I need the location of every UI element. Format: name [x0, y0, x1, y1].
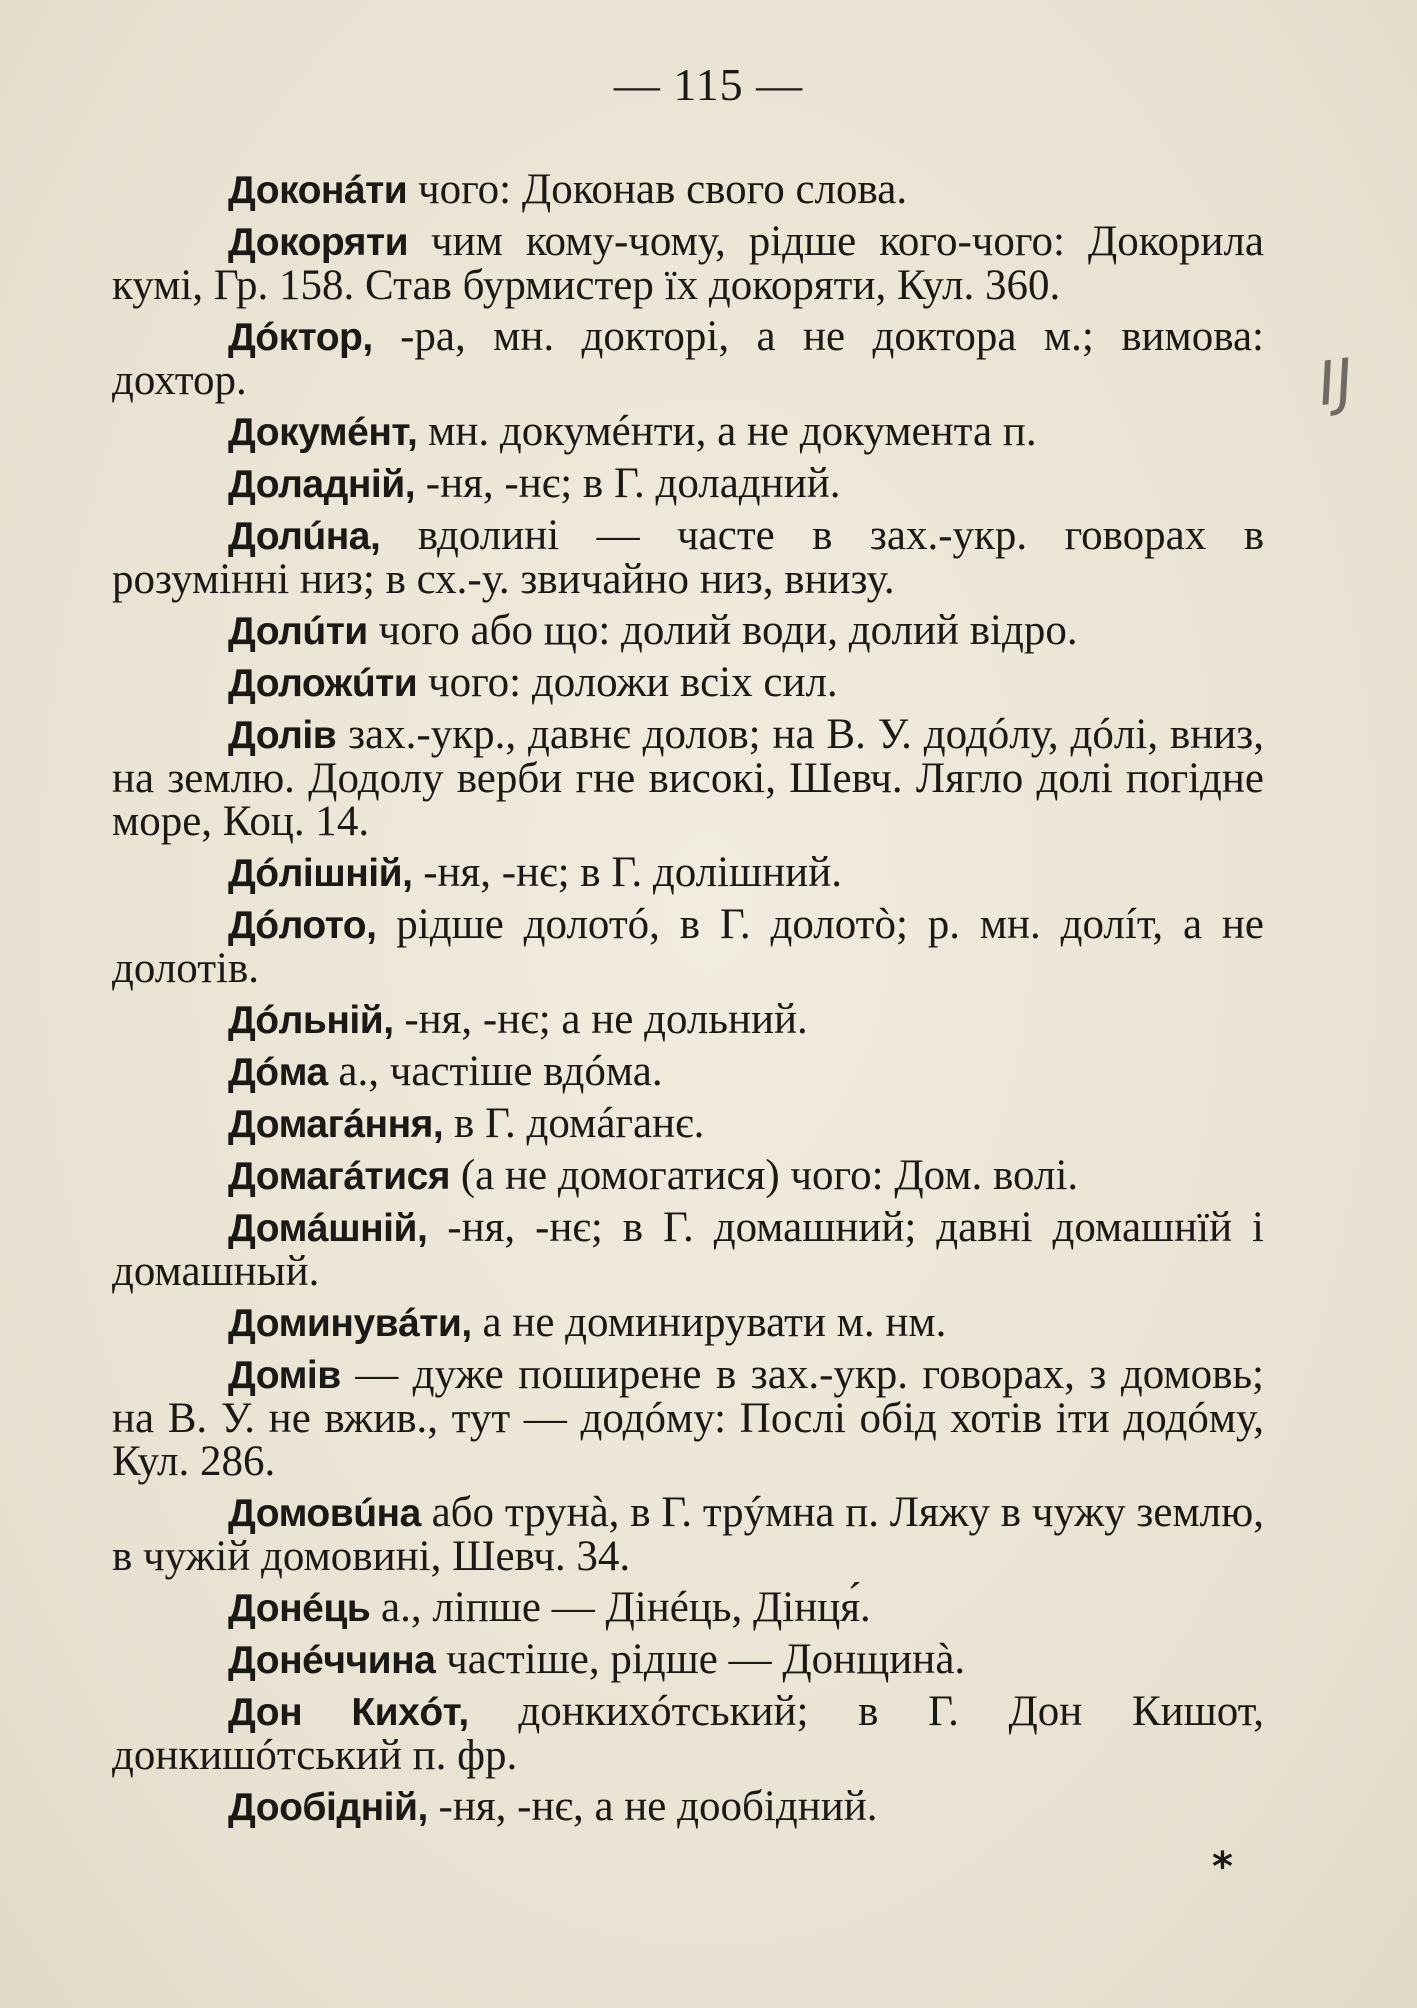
entry-headword: Дóлішній,	[228, 852, 413, 895]
dictionary-entry	[112, 1690, 1264, 1777]
entry-text: -ня, -нє; а не дольний.	[393, 996, 808, 1043]
dictionary-entry	[112, 1050, 1264, 1094]
entry-headword: Доконáти	[228, 169, 408, 212]
entry-headword: Долúна,	[228, 515, 381, 558]
entry-headword: Дóма	[228, 1051, 328, 1094]
entry-text: а., частіше вдóма.	[327, 1048, 663, 1095]
dictionary-text	[112, 168, 1264, 1837]
entry-text: зах.-укр., давнє долов; на В. У. додóлу, дóлі, вниз, на землю. Додолу верби гне високі, Шевч. Лягло долі погідне море, Коц. 14.	[112, 711, 1264, 845]
entry-text: (а не домогатися) чого: Дом. волі.	[450, 1152, 1079, 1199]
dictionary-entry	[112, 1154, 1264, 1198]
entry-text: -ня, -нє, а не дообідний.	[427, 1783, 878, 1830]
dictionary-entry	[112, 1638, 1264, 1682]
entry-text: -ня, -нє; в Г. домашний; давні домашнїй і домашный.	[112, 1204, 1264, 1295]
entry-headword: Доминувáти,	[228, 1302, 472, 1345]
dictionary-entry	[112, 609, 1264, 653]
dictionary-entry	[112, 1301, 1264, 1345]
entry-text: чим кому-чому, рідше кого-чого: Докорила кумі, Гр. 158. Став бурмистер їх докоряти, Кул. 360.	[112, 218, 1264, 309]
entry-headword: Дóктор,	[228, 316, 373, 359]
dictionary-entry	[112, 851, 1264, 895]
entry-headword: Долúти	[228, 610, 368, 653]
entry-text: чого: Доконав свого слова.	[407, 166, 908, 213]
page-number: — 115 —	[613, 59, 804, 110]
dictionary-entry	[112, 1491, 1264, 1578]
entry-headword: Домагáння,	[228, 1103, 444, 1146]
entry-headword: Донéць	[228, 1587, 371, 1630]
dictionary-entry	[112, 1586, 1264, 1630]
dictionary-entry	[112, 1206, 1264, 1293]
entry-headword: Дообідній,	[228, 1786, 428, 1829]
entry-text: рідше долотó, в Г. долотò; р. мн. долíт, а не долотів.	[112, 901, 1264, 992]
entry-headword: Домáшній,	[228, 1207, 428, 1250]
entry-headword: Домовúна	[228, 1492, 421, 1535]
dictionary-entry	[112, 1353, 1264, 1483]
dictionary-entry	[112, 315, 1264, 402]
entry-headword: Донéччина	[228, 1639, 436, 1682]
entry-text: -ня, -нє; в Г. доладний.	[415, 460, 841, 507]
entry-headword: Дóлото,	[228, 904, 377, 947]
entry-headword: Долів	[228, 714, 337, 757]
dictionary-entry	[112, 220, 1264, 307]
entry-text: чого або що: долий води, долий відро.	[367, 607, 1078, 654]
entry-text: -ра, мн. докторі, а не доктора м.; вимова: дохтор.	[112, 313, 1264, 404]
dictionary-entry	[112, 661, 1264, 705]
entry-headword: Дон Кихóт,	[228, 1691, 469, 1734]
entry-headword: Домагáтися	[228, 1155, 451, 1198]
dictionary-entry	[112, 514, 1264, 601]
entry-headword: Доложúти	[228, 662, 418, 705]
entry-headword: Докоряти	[228, 221, 409, 264]
entry-text: а., ліпше — Дінéць, Дінця́.	[370, 1584, 871, 1631]
entry-text: а не доминирувати м. нм.	[471, 1299, 947, 1346]
dictionary-entry	[112, 168, 1264, 212]
entry-text: чого: доложи всіх сил.	[417, 659, 838, 706]
entry-text: частіше, рідше — Донщинà.	[435, 1636, 966, 1683]
entry-text: донкихóтський; в Г. Дон Кишот, донкишóтський п. фр.	[112, 1688, 1264, 1779]
dictionary-entry	[112, 713, 1264, 843]
entry-headword: Дóльній,	[228, 999, 394, 1042]
entry-text: в Г. домáганє.	[443, 1100, 705, 1147]
dictionary-entry	[112, 1102, 1264, 1146]
dictionary-entry	[112, 1785, 1264, 1829]
entry-text: -ня, -нє; в Г. долішний.	[412, 849, 842, 896]
entry-text: вдолині — часте в зах.-укр. говорах в розумінні низ; в сх.-у. звичайно низ, внизу.	[112, 512, 1264, 603]
entry-text: — дуже поширене в зах.-укр. говорах, з домовь; на В. У. не вжив., тут — додóму: Послі обід хотів іти додóму, Кул. 286.	[112, 1351, 1264, 1485]
dictionary-entry	[112, 462, 1264, 506]
entry-text: мн. докумéнти, а не документа п.	[417, 408, 1037, 455]
entry-headword: Доладній,	[228, 463, 416, 506]
dictionary-entry	[112, 410, 1264, 454]
dictionary-entry	[112, 903, 1264, 990]
dictionary-entry	[112, 998, 1264, 1042]
entry-headword: Докумéнт,	[228, 411, 418, 454]
entry-headword: Домів	[228, 1354, 341, 1397]
entry-text: або трунà, в Г. трýмна п. Ляжу в чужу землю, в чужій домовині, Шевч. 34.	[112, 1489, 1264, 1580]
handwritten-margin-note: IJ	[1313, 345, 1359, 421]
signature-mark: *	[1212, 1844, 1233, 1890]
